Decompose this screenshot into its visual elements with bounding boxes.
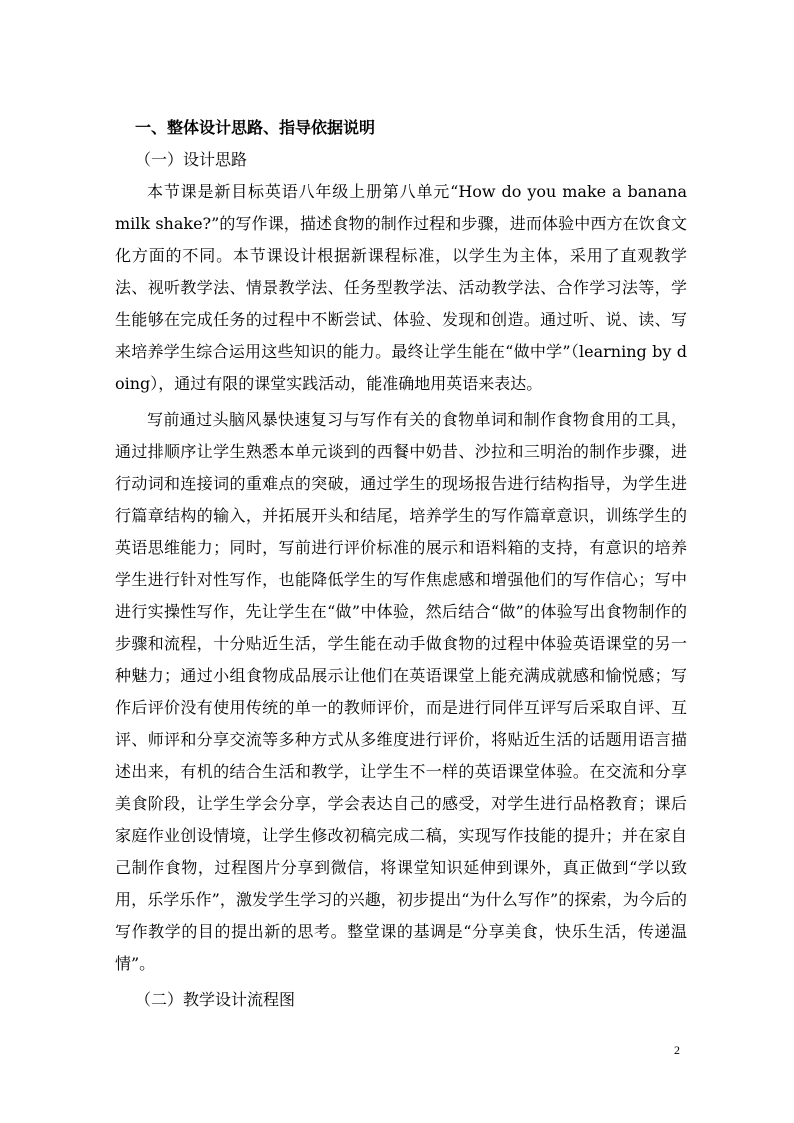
subsection-heading-design-idea: （一）设计思路 [135, 150, 248, 169]
page-content [115, 116, 687, 1016]
section-heading: 一、整体设计思路、指导依据说明 [135, 118, 376, 137]
paragraph-procedure: 写前通过头脑风暴快速复习与写作有关的食物单词和制作食物食用的工具，通过排顺序让学生熟悉本单元谈到的西餐中奶昔、沙拉和三明治的制作步骤，进行动词和连接词的重难点的突破，通过学生的现场报告进行结构指导，为学生进行篇章结构的输入，并拓展开头和结尾，培养学生的写作篇章意识，训练学生的英语思维能力；同时，写前进行评价标准的展示和语料箱的支持，有意识的培养学生进行针对性写作，也能降低学生的写作焦虑感和增强他们的写作信心；写中进行实操性写作，先让学生在“做”中体验，然后结合“做”的体验写出食物制作的步骤和流程，十分贴近生活，学生能在动手做食物的过程中体验英语课堂的另一种魅力；通过小组食物成品展示让他们在英语课堂上能充满成就感和愉悦感；写作后评价没有使用传统的单一的教师评价，而是进行同伴互评写后采取自评、互评、师评和分享交流等多种方式从多维度进行评价，将贴近生活的话题用语言描述出来，有机的结合生活和教学，让学生不一样的英语课堂体验。在交流和分享美食阶段，让学生学会分享，学会表达自己的感受，对学生进行品格教育；课后家庭作业创设情境，让学生修改初稿完成二稿，实现写作技能的提升；并在家自己制作食物，过程图片分享到微信，将课堂知识延伸到课外，真正做到“学以致用，乐学乐作”，激发学生学习的兴趣，初步提出“为什么写作”的探索，为今后的写作教学的目的提出新的思考。整堂课的基调是“分享美食，快乐生活，传递温情”。 [115, 410, 687, 973]
page-number: 2 [674, 1043, 680, 1057]
paragraph-intro: 本节课是新目标英语八年级上册第八单元“How do you make a banana milk shake?”的写作课，描述食物的制作过程和步骤，进而体验中西方在饮食文化方面的不同。本节课设计根据新课程标准，以学生为主体，采用了直观教学法、视听教学法、情景教学法、任务型教学法、活动教学法、合作学习法等，学生能够在完成任务的过程中不断尝试、体验、发现和创造。通过听、说、读、写来培养学生综合运用这些知识的能力。最终让学生能在“做中学”（learning by doing），通过有限的课堂实践活动，能准确地用英语来表达。 [115, 182, 687, 393]
subsection-heading-flowchart: （二）教学设计流程图 [135, 990, 296, 1009]
